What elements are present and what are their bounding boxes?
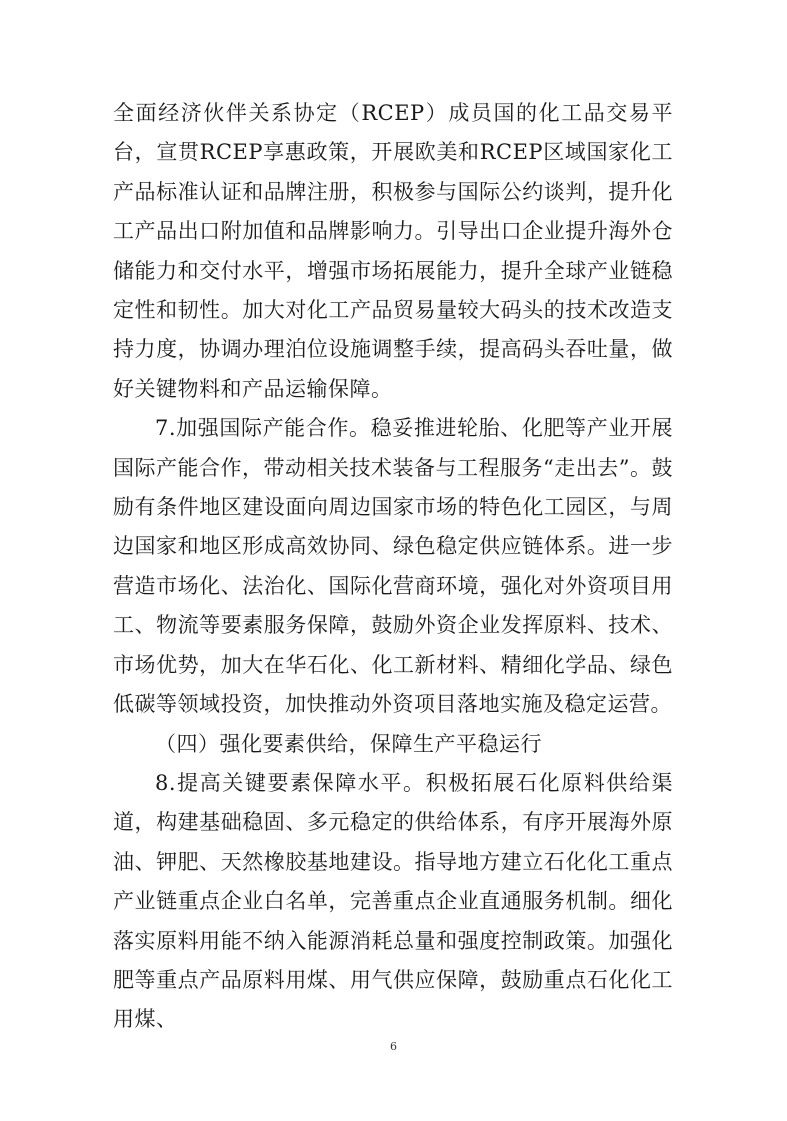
paragraph-rcep-trade: 全面经济伙伴关系协定（RCEP）成员国的化工品交易平台，宣贯RCEP享惠政策，开展欧美和RCEP区域国家化工产品标准认证和品牌注册，积极参与国际公约谈判，提升化工产品出口附加值和品牌影响力。引导出口企业提升海外仓储能力和交付水平，增强市场拓展能力，提升全球产业链稳定性和韧性。加大对化工产品贸易量较大码头的技术改造支持力度，协调办理泊位设施调整手续，提高码头吞吐量，做好关键物料和产品运输保障。 bbox=[113, 101, 673, 401]
paragraph-key-factors: 8.提高关键要素保障水平。积极拓展石化原料供给渠道，构建基础稳固、多元稳定的供给体系，有序开展海外原油、钾肥、天然橡胶基地建设。指导地方建立石化化工重点产业链重点企业白名单，完善重点企业直通服务机制。细化落实原料用能不纳入能源消耗总量和强度控制政策。加强化肥等重点产品原料用煤、用气供应保障，鼓励重点石化化工用煤、 bbox=[113, 770, 673, 1032]
page-number: 6 bbox=[390, 1040, 397, 1053]
paragraph-international-capacity: 7.加强国际产能合作。稳妥推进轮胎、化肥等产业开展国际产能合作，带动相关技术装备与工程服务“走出去”。鼓励有条件地区建设面向周边国家市场的特色化工园区，与周边国家和地区形成高效协同、绿色稳定供应链体系。进一步营造市场化、法治化、国际化营商环境，强化对外资项目用工、物流等要素服务保障，鼓励外资企业发挥原料、技术、市场优势，加大在华石化、化工新材料、精细化学品、绿色低碳等领域投资，加快推动外资项目落地实施及稳定运营。 bbox=[113, 416, 673, 717]
section-heading: （四）强化要素供给，保障生产平稳运行 bbox=[155, 731, 542, 756]
body-text bbox=[113, 94, 673, 1040]
